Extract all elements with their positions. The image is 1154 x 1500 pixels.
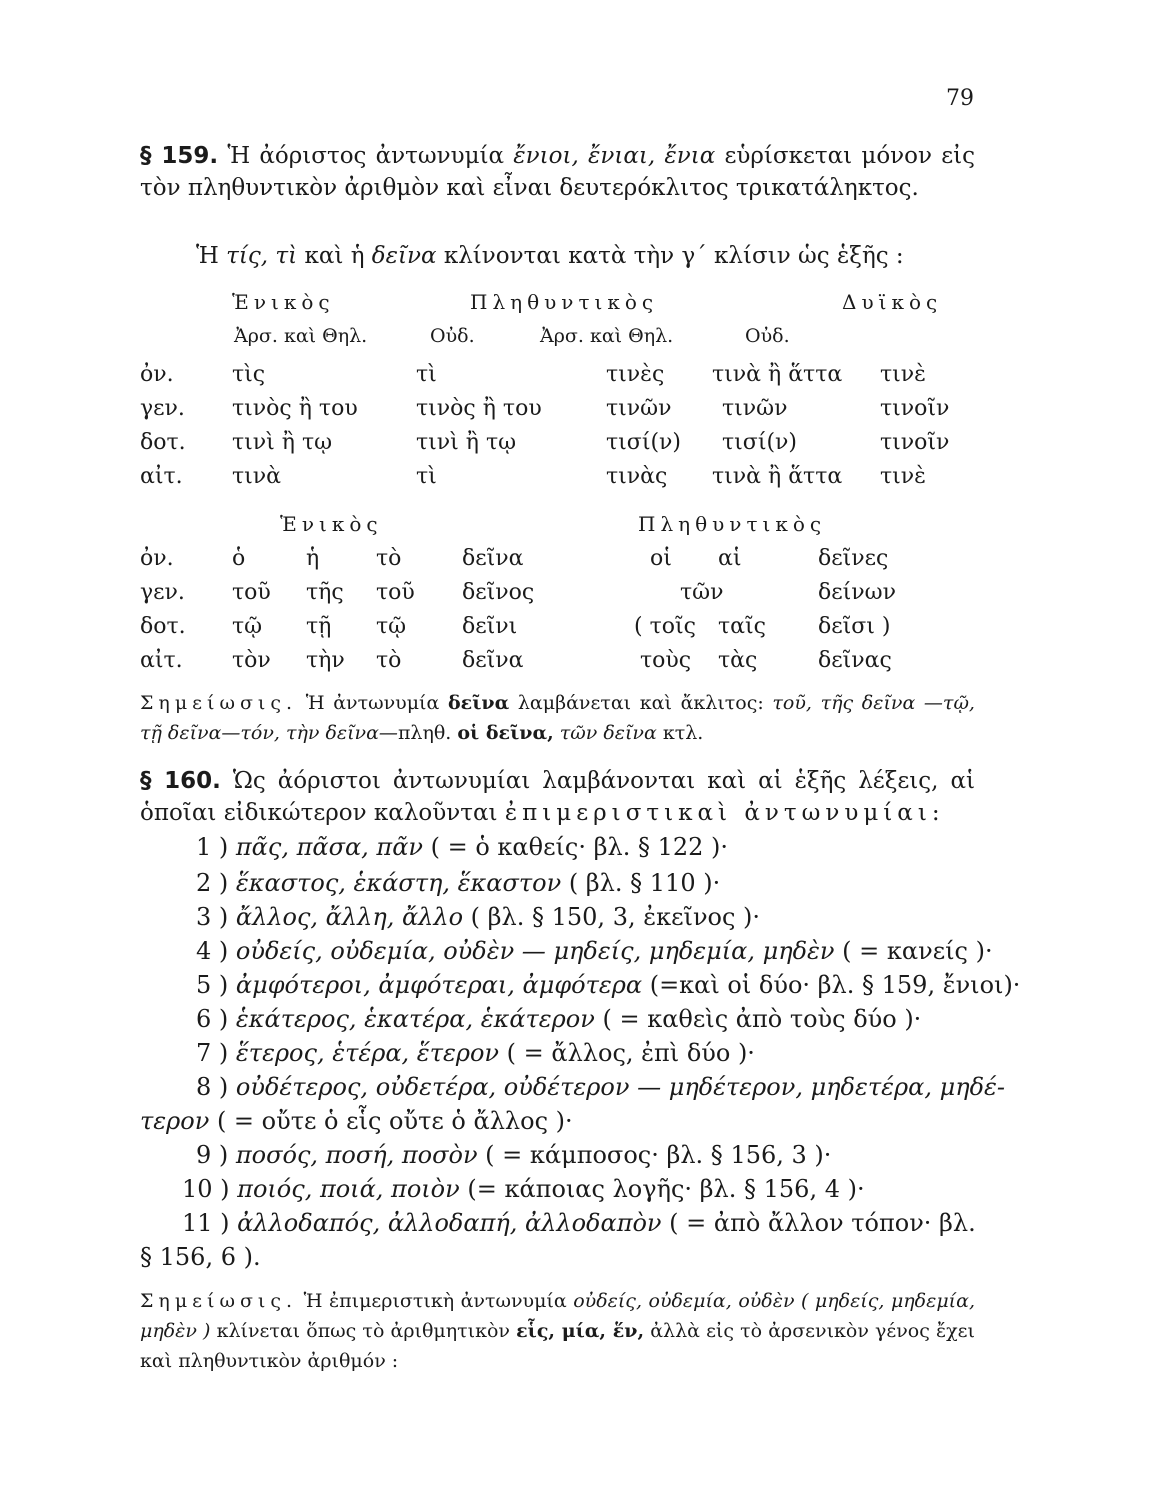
book-page: 79 § 159. Ἡ ἀόριστος ἀντωνυμία ἔνιοι, ἔνιαι, ἔνια εὑρίσκεται μόνον εἰς τὸν πληθυντικὸν ἀριθμὸν καὶ εἶναι δευτερόκλιτος τρικατάληκτος. Ἡ τίς, τὶ καὶ ἡ δεῖνα κλίνονται κατὰ τὴν γ΄ κλίσιν ὡς ἑξῆς : Ἑνικὸς Πληθυντικὸς Δυϊκὸς Ἀρσ. καὶ Θηλ. Οὐδ. Ἀρσ. καὶ Θηλ. Οὐδ. ὀν. τὶς τὶ τινὲς τινὰ ἢ ἅττα τινὲ γεν. τινὸς ἢ του τινὸς ἢ του τινῶν τινῶν τινοῖν δοτ. τινὶ ἢ τῳ τινὶ ἢ τῳ τισί(ν) τισί(ν) τινοῖν αἰτ. τινὰ τὶ τινὰς τινὰ ἢ ἅττα τινὲ Ἑνικὸς Πληθυντικὸς ὀν. ὁ ἡ τὸ δεῖνα οἱ αἱ δεῖνες γεν. τοῦ τῆς τοῦ δεῖνος τῶν δείνων δοτ. τῷ τῇ τῷ δεῖνι ( τοῖς ταῖς δεῖσι ) αἰτ. τὸν τὴν τὸ δεῖνα τοὺς τὰς δεῖνας Σημείωσις. Ἡ ἀντωνυμία δεῖνα λαμβάνεται καὶ ἄκλιτος: τοῦ, τῆς δεῖνα —τῷ, τῇ δεῖνα—τόν, τὴν δεῖνα—πληθ. οἱ δεῖνα, τῶν δεῖνα κτλ. § 160. Ὡς ἀόριστοι ἀντωνυμίαι λαμβάνονται καὶ αἱ ἑξῆς λέξεις, αἱ ὁποῖαι εἰδικώτερον καλοῦνται ἐπιμεριστικαὶ ἀντωνυμίαι: 1 ) πᾶς, πᾶσα, πᾶν ( = ὁ καθείς· βλ. § 122 )· 2 ) ἕκαστος, ἑκάστη, ἕκαστον ( βλ. § 110 )· 3 ) ἄλλος, ἄλλη, ἄλλο ( βλ. § 150, 3, ἐκεῖνος )· 4 ) οὐδείς, οὐδεμία, οὐδὲν — μηδείς, μηδεμία, μηδὲν ( = κανείς )· 5 ) ἀμφότεροι, ἀμφότεραι, ἀμφότερα (=καὶ οἱ δύο· βλ. § 159, ἔνιοι)· 6 ) ἑκάτερος, ἑκατέρα, ἑκάτερον ( = καθεὶς ἀπὸ τοὺς δύο )· 7 ) ἕτερος, ἑτέρα, ἕτερον ( = ἄλλος, ἐπὶ δύο )· 8 ) οὐδέτερος, οὐδετέρα, οὐδέτερον — μηδέτερον, μηδετέρα, μηδέ- τερον ( = οὔτε ὁ εἷς οὔτε ὁ ἄλλος )· 9 ) ποσός, ποσή, ποσὸν ( = κάμποσος· βλ. § 156, 3 )· 10 ) ποιός, ποιά, ποιὸν (= κάποιας λογῆς· βλ. § 156, 4 )· 11 ) ἀλλοδαπός, ἀλλοδαπή, ἀλλοδαπὸν ( = ἀπὸ ἄλλον τόπον· βλ. § 156, 6 ). Σημείωσις. Ἡ ἐπιμεριστικὴ ἀντωνυμία οὐδείς, οὐδεμία, οὐδὲν ( μηδείς, μηδεμία, μηδὲν ) κλίνεται ὅπως τὸ ἀριθμητικὸν εἷς, μία, ἕν, ἀλλὰ εἰς τὸ ἀρσενικὸν γένος ἔχει καὶ πληθυντικὸν ἀριθμόν : (0, 0, 1154, 1500)
list-item: 11 ) ἀλλοδαπός, ἀλλοδαπή, ἀλλοδαπὸν ( = ἀπὸ ἄλλον τόπον· βλ. (182, 1209, 976, 1237)
table1-subheader: Οὐδ. (745, 325, 790, 347)
table1-header-singular: Ἑνικὸς (232, 290, 335, 314)
list-item-continuation: τερον ( = οὔτε ὁ εἷς οὔτε ὁ ἄλλος )· (140, 1107, 573, 1135)
section-159-line2: Ἡ τίς, τὶ καὶ ἡ δεῖνα κλίνονται κατὰ τὴν γ΄ κλίσιν ὡς ἑξῆς : (196, 243, 904, 269)
table1-header-dual: Δυϊκὸς (842, 290, 943, 314)
section-sign-160: § 160. (140, 768, 221, 794)
list-item: 8 ) οὐδέτερος, οὐδετέρα, οὐδέτερον — μηδέτερον, μηδετέρα, μηδέ- (196, 1073, 1006, 1101)
page-number: 79 (946, 86, 974, 111)
note-label: Σημείωσις. (140, 692, 298, 714)
note-label: Σημείωσις. (140, 1290, 298, 1312)
table2-header-singular: Ἑνικὸς (280, 512, 383, 536)
list-item: 9 ) ποσός, ποσή, ποσὸν ( = κάμποσος· βλ. § 156, 3 )· (196, 1141, 832, 1169)
note-deina: Σημείωσις. Ἡ ἀντωνυμία δεῖνα λαμβάνεται καὶ ἄκλιτος: τοῦ, τῆς δεῖνα —τῷ, τῇ δεῖνα—τόν, τὴν δεῖνα—πληθ. οἱ δεῖνα, τῶν δεῖνα κτλ. (140, 692, 975, 744)
table1-subheader: Οὐδ. (430, 325, 475, 347)
list-item: 6 ) ἑκάτερος, ἑκατέρα, ἑκάτερον ( = καθεὶς ἀπὸ τοὺς δύο )· (196, 1005, 922, 1033)
table1-header-plural: Πληθυντικὸς (470, 290, 659, 314)
note-distributive: Σημείωσις. Ἡ ἐπιμεριστικὴ ἀντωνυμία οὐδείς, οὐδεμία, οὐδὲν ( μηδείς, μηδεμία, μηδὲν ) κλίνεται ὅπως τὸ ἀριθμητικὸν εἷς, μία, ἕν, ἀλλὰ εἰς τὸ ἀρσενικὸν γένος ἔχει καὶ πληθυντικὸν ἀριθμόν : (140, 1290, 975, 1372)
list-item: 4 ) οὐδείς, οὐδεμία, οὐδὲν — μηδείς, μηδεμία, μηδὲν ( = κανείς )· (196, 937, 993, 965)
section-sign-159: § 159. (140, 143, 219, 169)
list-item: 10 ) ποιός, ποιά, ποιὸν (= κάποιας λογῆς· βλ. § 156, 4 )· (182, 1175, 865, 1203)
section-159-paragraph: § 159. Ἡ ἀόριστος ἀντωνυμία ἔνιοι, ἔνιαι, ἔνια εὑρίσκεται μόνον εἰς τὸν πληθυντικὸν ἀριθμὸν καὶ εἶναι δευτερόκλιτος τρικατάληκτος. (140, 143, 976, 201)
table1-subheader: Ἀρσ. καὶ Θηλ. (234, 325, 368, 347)
list-item: 5 ) ἀμφότεροι, ἀμφότεραι, ἀμφότερα (=καὶ οἱ δύο· βλ. § 159, ἔνιοι)· (196, 971, 1021, 999)
section-160-paragraph: § 160. Ὡς ἀόριστοι ἀντωνυμίαι λαμβάνονται καὶ αἱ ἑξῆς λέξεις, αἱ ὁποῖαι εἰδικώτερον καλοῦνται ἐπιμεριστικαὶ ἀντωνυμίαι: (140, 768, 975, 826)
list-item: 3 ) ἄλλος, ἄλλη, ἄλλο ( βλ. § 150, 3, ἐκεῖνος )· (196, 903, 761, 931)
list-item: 2 ) ἕκαστος, ἑκάστη, ἕκαστον ( βλ. § 110 )· (196, 869, 721, 897)
table2-header-plural: Πληθυντικὸς (638, 512, 827, 536)
list-item: 7 ) ἕτερος, ἑτέρα, ἕτερον ( = ἄλλος, ἐπὶ δύο )· (196, 1039, 755, 1067)
table1-subheader: Ἀρσ. καὶ Θηλ. (540, 325, 674, 347)
list-item: 1 ) πᾶς, πᾶσα, πᾶν ( = ὁ καθείς· βλ. § 122 )· (196, 833, 729, 861)
pronoun-forms: ἔνιοι, ἔνιαι, ἔνια (513, 143, 716, 169)
list-item-continuation: § 156, 6 ). (140, 1243, 261, 1271)
